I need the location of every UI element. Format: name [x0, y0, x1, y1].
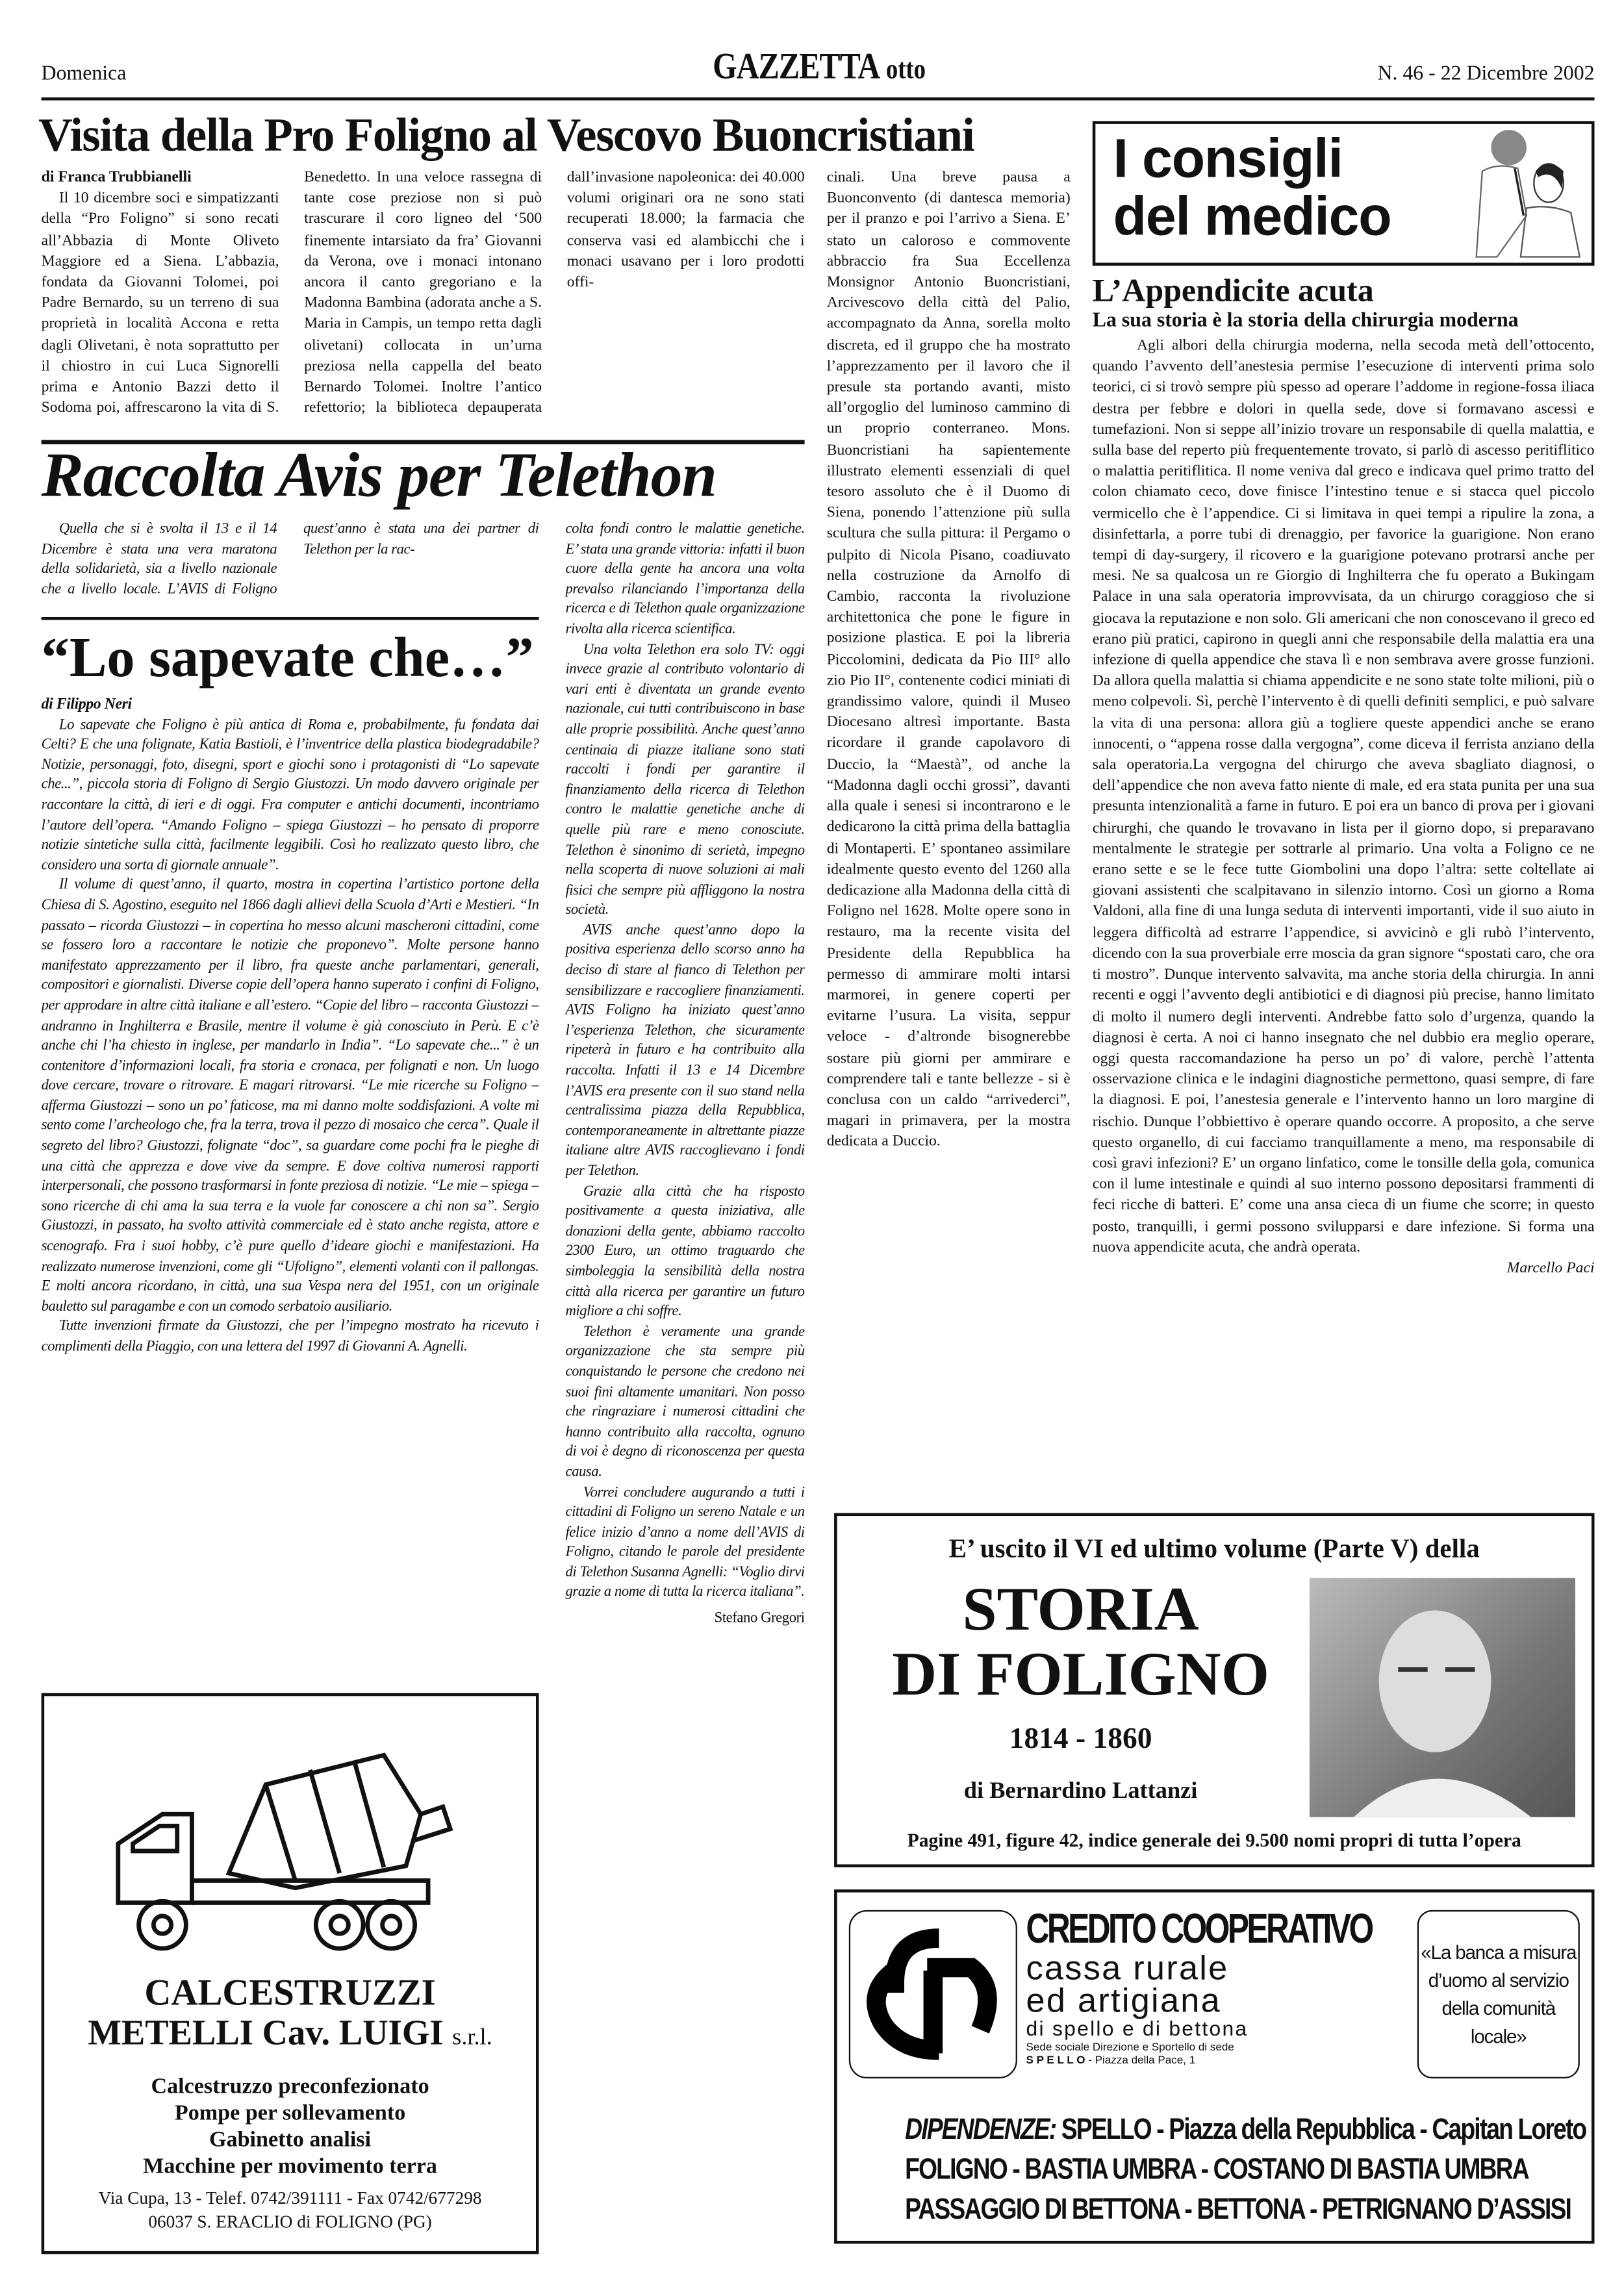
- visita-paragraph: cinali. Una breve pausa a Buonconvento (di dantesca memoria) per il pranzo e poi l’arrivo a Siena. E’ stato un caloroso e commovente abbraccio fra Sua Eccellenza Monsignor Antonio Buoncristiani, Arcivescovo della città del Palio, accompagnato da Anna, sorella molto discreta, ed il gruppo che ha mostrato l’apprezzamento per il lavoro che il presule sta portando avanti, misto all’orgoglio del luminoso cammino di un proprio conterraneo. Mons. Buoncristiani ha sapientemente illustrato elementi essenziali di quel tesoro assoluto che è il Duomo di Siena, ponendo l’attenzione più sulla scultura che sulla pittura: il Pergamo o pulpito di Nicola Pisano, coadiuvato nella costruzione da Arnolfo di Cambio, racconta la rivoluzione architettonica che pone le figure in posizione plastica. E poi la libreria Piccolomini, dedicata da Pio III° allo zio Pio II°, contenente codici miniati di grandissimo valore, quindi il Museo Diocesano altresì importante. Basta ricordare il grande capolavoro di Duccio, la “Maestà”, od anche la “Madonna dagli occhi grossi”, davanti alla quale i senesi si incontrarono e le dedicarono la città prima della battaglia di Montaperti. E’ spontaneo assimilare idealmente questo evento del 1260 alla dedicazione alla Madonna della città di Foligno nel 1628. Molte opere sono in restauro, ma la recente visita del Presidente della Repubblica ha permesso di ammirare molti intarsi marmorei, in genere coperti per evitarne l’usura. La visita, seppur veloce - d’altronde bisognerebbe sostare più giorni per ammirare e comprendere tali e tante bellezze - si è conclusa con un caldo “arrivederci”, magari in primavera, per la mostra dedicata a Duccio.: [826, 170, 1071, 1151]
- storia-author: di Bernardino Lattanzi: [963, 1778, 1198, 1804]
- telethon-signature: Stefano Gregori: [714, 1610, 805, 1627]
- storia-footer: Pagine 491, figure 42, indice generale dei 9.500 nomi propri di tutta l’opera: [907, 1828, 1521, 1851]
- banner-line-2: del medico: [1113, 186, 1391, 247]
- credito-line-2: ed artigiana: [1026, 1980, 1221, 2020]
- calcestruzzi-suffix: s.r.l.: [452, 2025, 492, 2050]
- telethon-paragraph: Vorrei concludere augurando a tutti i cittadini di Foligno un sereno Natale e un felice inizio d’anno a nome dell’AVIS di Foligno, citando le parole del presidente di Telethon Susanna Agnelli: “Voglio dirvi grazie a nome di tutta la ricerca italiana”.: [565, 1484, 805, 1601]
- cement-truck-icon: [88, 1726, 457, 1976]
- sapevate-text: [42, 695, 539, 1684]
- credito-seat: Sede sociale Direzione e Sportello di sede: [1026, 2039, 1234, 2054]
- credito-branch-line: PASSAGGIO DI BETTONA - BETTONA - PETRIGNANO D’ASSISI: [905, 2193, 1571, 2227]
- storia-title-2: DI FOLIGNO: [892, 1641, 1269, 1709]
- visita-headline: Visita della Pro Foligno al Vescovo Buoncristiani: [38, 107, 974, 161]
- credito-line-3: di spello e di bettona: [1026, 2016, 1249, 2040]
- consigli-medico-banner: [1093, 121, 1595, 266]
- telethon-paragraph: Quella che si è svolta il 13 e il 14 Dicembre è stata una vera maratona della solidarietà, sia a livello nazionale che a livello locale. L’AVIS di Foligno quest’anno è stata una dei partner di Telethon per la rac-: [41, 521, 539, 598]
- banner-line-1: I consigli: [1113, 128, 1343, 189]
- credito-cooperativo-ad: [834, 1889, 1594, 2243]
- storia-foligno-ad: [834, 1513, 1594, 1867]
- credito-motto: «La banca a misura d’uomo al servizio della comunità locale»: [1417, 1910, 1580, 2078]
- credito-branches-label: DIPENDENZE:: [905, 2113, 1056, 2147]
- author-portrait-icon: [1310, 1578, 1575, 1817]
- masthead-sub: otto: [886, 55, 926, 86]
- telethon-text-a: [42, 520, 539, 605]
- medico-paragraph: Agli albori della chirurgia moderna, nella secoda metà dell’ottocento, quando l’avvento dell’anestesia permise l’esecuzione di interventi prima solo teorici, ci si trovò sempre più spesso ad operare l’addome in regione-fossa iliaca destra per febbre e dolori in quella sede, dove si formavano ascessi e tumefazioni. Non si seppe all’inizio trovare un responsabile di quella malattia, e sulla base del reperto più frequentemente trovato, si parlò di ascesso peritiflitico o malattia peritiflitica. Il nome veniva dal greco e indicava quel primo tratto del colon chiamato ceco, dove finisce l’intestino tenue e si stacca quel piccolo vermicello che è l’appendice. Ci si limitava in quei tempi a ripulire la zona, a disinfettarla, a porre tubi di drenaggio, per favorice la guarigione. Non erano tempi di day-surgery, il ricovero e la guarigione potevano protrarsi anche per mesi. Ne sa qualcosa un re Giorgio di Inghilterra che fu operato a Bukingam Palace in una sala operatoria improvvisata, da un chirurgo coraggioso che si giocava la reputazione e non solo. Gli americani che non conoscevano il greco ed erano più pratici, capirono in quegli anni che responsabile della malattia era una infezione di quella appendice che stava lì e non sembrava avere grosse funzioni. Da allora quella malattia si chiama appendicite e ne sono state tolte milioni, più o meno colpevoli. Sì, perchè l’intervento è di quelli definiti semplici, e può salvare la vita di una persona: allora giù a togliere queste appendici anche se erano innocenti, o “appena rosse dalla vergogna”, come diceva il ferrista anziano della sala operatoria.La vergogna del chirurgo che aveva sbagliato diagnosi, o dell’appendice che non aveva fatto niente di male, ed era stata punita per una sua presunta intenzionalità a farne in futuro. E poi era un banco di prova per i giovani chirurghi, che quando le trovavano in lista per il giorno dopo, si preparavano mentalmente le strategie per sottrarle al primario. Una volta a Foligno ce ne erano sette e se le fece tutte Giombolini una dopo l’altra: sette coltellate ai giovani assistenti che scalpitavano in silenzio intorno. Così un giorno a Roma Valdoni, alla fine di una lunga seduta di interventi importanti, vide il suo aiuto in leggera difficoltà ad estrarre l’appendice, si avvicinò e gli rubò l’intervento, dicendo con la sua proverbiale erre moscia da gran signore “spostati caro, che ora ti mostro”. Dunque intervento salvavita, ma anche storia della chirurgia. In anni recenti e oggi l’avvento degli antibiotici e di diagnosi più precise, hanno limitato di molto il numero degli interventi. Andrebbe fatto solo d’urgenza, quando la diagnosi è certa. A noi ci hanno insegnato che nel dubbio era meglio operare, oggi questa raccomandazione ha perso un po’ di valore, perchè l’attenta osservazione clinica e le indagini diagnostiche permettono, quasi sempre, di fare la diagnosi. E poi, l’anestesia generale e l’intervento hanno un loro margine di rischio. Dunque l’obbiettivo è operare quando occorre. A proposito, a che serve questo organello, di cui facciamo tranquillamente a meno, ma responsabile di così gravi infezioni? E’ un organo linfatico, come le tonsille della gola, comunica con il lume intestinale e quindi al suo interno possono depositarsi frammenti di feci ricche di batteri. E’ come una ansa cieca di un fiume che scorre; in questo posto, tranquilli, i germi possono svilupparsi e dare infezione. Si forma una nuova appendicite acuta, che andrà operata.: [1092, 338, 1595, 1256]
- sapevate-paragraph: Il volume di quest’anno, il quarto, mostra in copertina l’artistico portone della Chiesa di S. Agostino, eseguito nel 1866 dagli allievi della Scuola d’Arti e Mestieri. “In passato – ricorda Giustozzi – in copertina ho messo alcuni mascheroni cittadini, come se fossero loro a raccontare le notizie che proponevo”. Molte persone hanno manifestato apprezzamento per il libro, fra queste anche parlamentari, generali, compositori e giornalisti. Diverse copie dell’opera hanno superato i confini di Foligno, per approdare in altre città italiane e all’estero. “Copie del libro – racconta Giustozzi – andranno in Inghilterra e Brasile, mentre il volume è già conosciuto in Perù. E c’è anche chi l’ha chiesto in inglese, per mandarlo in India”. “Lo sapevate che...” è un contenitore d’informazioni locali, fra storia e cronaca, per folignati e non. Un luogo dove cercare, trovare o ritrovare. E magari ritrovarsi. “Le mie ricerche su Foligno – afferma Giustozzi – sono un po’ faticose, ma mi danno molte soddisfazioni. A volte mi sento come l’archeologo che, fra la terra, trova il pezzo di mosaico che cerca”. Quale il segreto del libro? Giustozzi, folignate “doc”, sa guardare come pochi fra le pieghe di una città che apprezza e dove vive da sempre. E dove coltiva numerosi rapporti interpersonali, che possono trasformarsi in fonte preziosa di notizie. “Le mie – spiega – sono ricerche di chi ama la sua terra e la vuole far conoscere a chi non sa”. Sergio Giustozzi, in passato, ha svolto attività commerciale ed è stato anche regista, attore e scenografo. Fra i suoi hobby, c’è pure quello d’ideare giochi e manifestazioni. Ha realizzato numerose invenzioni, come gli “Ufoligno”, elementi volanti con il pallongas. E molti ancora ricordano, in città, una sua Vespa nera del 1951, con un originale bauletto sul paragambe e con un comodo serbatoio ausiliario.: [41, 877, 539, 1315]
- doctor-patient-illustration-icon: [1467, 127, 1586, 260]
- masthead-title: GAZZETTA: [713, 47, 880, 88]
- telethon-headline: Raccolta Avis per Telethon: [41, 441, 717, 511]
- telethon-paragraph: Grazie alla città che ha risposto positivamente a questa iniziativa, alle donazioni della gente, abbiamo raccolto 2300 Euro, un ottimo traguardo che simboleggia la sensibilità della nostra città alla ricerca per garantire un futuro migliore a chi soffre.: [565, 1183, 805, 1320]
- calcestruzzi-service: Macchine per movimento terra: [143, 2155, 438, 2179]
- telethon-paragraph: colta fondi contro le malattie genetiche. E’ stata una grande vittoria: infatti il buon cuore della gente ha ancora una volta prevalso rilanciando l’importanza della ricerca e di Telethon quale organizzazione rivolta alla ricerca scientifica.: [565, 521, 805, 638]
- storia-years: 1814 - 1860: [1009, 1722, 1152, 1756]
- visita-paragraph: Il 10 dicembre soci e simpatizzanti della “Pro Foligno” si sono recati all’Abbazia di Monte Oliveto Maggiore ed a Siena. L’abbazia, fondata da Giovanni Tolomei, poi Padre Bernardo, su un terreno di sua proprietà in località Accona e retta dagli Olivetani, è nota soprattutto per il chiostro in cui Luca Signorelli prima e Antonio Bazzi detto il Sodoma poi, affrescarono la vita di S. Benedetto. In una veloce rassegna di tante cose preziose non si può trascurare il coro ligneo del ‘500 finemente intarsiato da fra’ Giovanni da Verona, ove i monaci intonano ancora il canto gregoriano e la Madonna Bambina (adorata anche a S. Maria in Campis, un tempo retta dagli olivetani) collocata in un’urna preziosa nella cappella del beato Bernardo Tolomei. Inoltre l’antico refettorio; la biblioteca depauperata dall’invasione napoleonica: dei 40.000 volumi originari ora ne sono stati recuperati 18.000; la farmacia che conserva vasi ed alambicchi che i monaci usavano per i loro prodotti offi-: [41, 170, 805, 417]
- medico-text: [1093, 336, 1595, 1509]
- credito-line-1: cassa rurale: [1026, 1948, 1229, 1987]
- calcestruzzi-ad: [42, 1693, 539, 2254]
- medico-signature: Marcello Paci: [1506, 1260, 1595, 1277]
- header-rule: [42, 97, 1595, 101]
- telethon-paragraph: Una volta Telethon era solo TV: oggi invece grazie al contributo volontario di vari enti è diventata un grande evento nazionale, cui tutti contribuiscono in base alle proprie possibilità. Anche quest’anno centinaia di piazze italiane sono stati raccolti i fondi per garantire il finanziamento della ricerca di Telethon contro le malattie genetiche anche di quelle più rare e meno conosciute. Telethon è sinonimo di serietà, impegno nella scoperta di nuove soluzioni ai mali fisici che sempre più affliggono la nostra società.: [565, 641, 805, 919]
- calcestruzzi-name-1: CALCESTRUZZI: [144, 1973, 436, 2013]
- storia-intro: E’ uscito il VI ed ultimo volume (Parte V) della: [948, 1533, 1480, 1563]
- calcestruzzi-name-2: METELLI Cav. LUIGI: [88, 2015, 444, 2054]
- telethon-rule: [42, 617, 539, 620]
- sapevate-headline: “Lo sapevate che…”: [41, 627, 534, 690]
- sapevate-paragraph: Tutte invenzioni firmate da Giustozzi, che per l’impegno mostrato ha ricevuto i complimenti della Piaggio, con una lettera del 1997 di Giovanni A. Agnelli.: [41, 1318, 539, 1356]
- telethon-text-b: [565, 520, 804, 2254]
- credito-branch-line: SPELLO - Piazza della Repubblica - Capitan Loreto: [1061, 2113, 1586, 2147]
- credito-seat-city: S P E L L O: [1026, 2053, 1085, 2067]
- visita-text-a: [42, 168, 805, 440]
- medico-headline: L’Appendicite acuta: [1092, 271, 1374, 309]
- calcestruzzi-service: Gabinetto analisi: [209, 2128, 372, 2152]
- credito-branch-line: FOLIGNO - BASTIA UMBRA - COSTANO DI BASTIA UMBRA: [905, 2153, 1529, 2186]
- header-day: Domenica: [41, 63, 127, 86]
- calcestruzzi-service: Calcestruzzo preconfezionato: [151, 2075, 429, 2099]
- author-photo: [1310, 1578, 1575, 1817]
- sapevate-paragraph: Lo sapevate che Foligno è più antica di Roma e, probabilmente, fu fondata dai Celti? E che una folignate, Katia Bastioli, è l’inventrice della plastica biodegradabile? Notizie, personaggi, foto, disegni, sport e giochi sono i protagonisti di “Lo sapevate che...”, piccola storia di Foligno di Sergio Giustozzi. Un modo davvero originale per raccontare la città, di ieri e di oggi. Fra computer e antichi documenti, incontriamo l’autore dell’opera. “Amando Foligno – spiega Giustozzi – ho pensato di proporre notizie sintetiche sulla città, facilmente leggibili. Così ho realizzato questo libro, che considero una sorta di giornale annuale”.: [41, 716, 539, 874]
- visita-byline: di Franca Trubbianelli: [41, 170, 192, 186]
- medico-subtitle: La sua storia è la storia della chirurgia moderna: [1092, 310, 1519, 333]
- credito-seat-address: - Piazza della Pace, 1: [1088, 2053, 1196, 2067]
- calcestruzzi-address: 06037 S. ERACLIO di FOLIGNO (PG): [148, 2211, 432, 2232]
- bank-logo: [849, 1910, 1017, 2078]
- telethon-paragraph: AVIS anche quest’anno dopo la positiva esperienza dello scorso anno ha deciso di stare al fianco di Telethon per sensibilizzare e raccogliere finanziamenti. AVIS Foligno ha iniziato quest’anno l’esperienza Telethon, che sicuramente ripeterà in futuro e ha contribuito alla raccolta. Infatti il 13 e 14 Dicembre l’AVIS era presente con il suo stand nella centralissima piazza della Repubblica, contemporaneamente in altrettante piazze italiane altre AVIS raccoglievano i fondi per Telethon.: [565, 922, 805, 1180]
- sapevate-byline: di Filippo Neri: [41, 696, 132, 713]
- masthead: [672, 47, 967, 89]
- calcestruzzi-service: Pompe per sollevamento: [174, 2102, 406, 2126]
- visita-text-b: [827, 168, 1071, 1635]
- storia-title-1: STORIA: [962, 1576, 1199, 1645]
- header-issue: N. 46 - 22 Dicembre 2002: [1377, 63, 1595, 86]
- calcestruzzi-address: Via Cupa, 13 - Telef. 0742/391111 - Fax 0742/677298: [98, 2188, 482, 2208]
- telethon-paragraph: Telethon è veramente una grande organizzazione che sta sempre più conquistando le persone che credono nei suoi fini altamente umanitari. Non posso che ringraziare i numerosi cittadini che hanno contribuito alla raccolta, ognuno di voi è degno di riconoscenza per questa causa.: [565, 1324, 805, 1481]
- cc-logo-icon: [850, 1911, 1016, 2077]
- credito-title: CREDITO COOPERATIVO: [1026, 1906, 1372, 1952]
